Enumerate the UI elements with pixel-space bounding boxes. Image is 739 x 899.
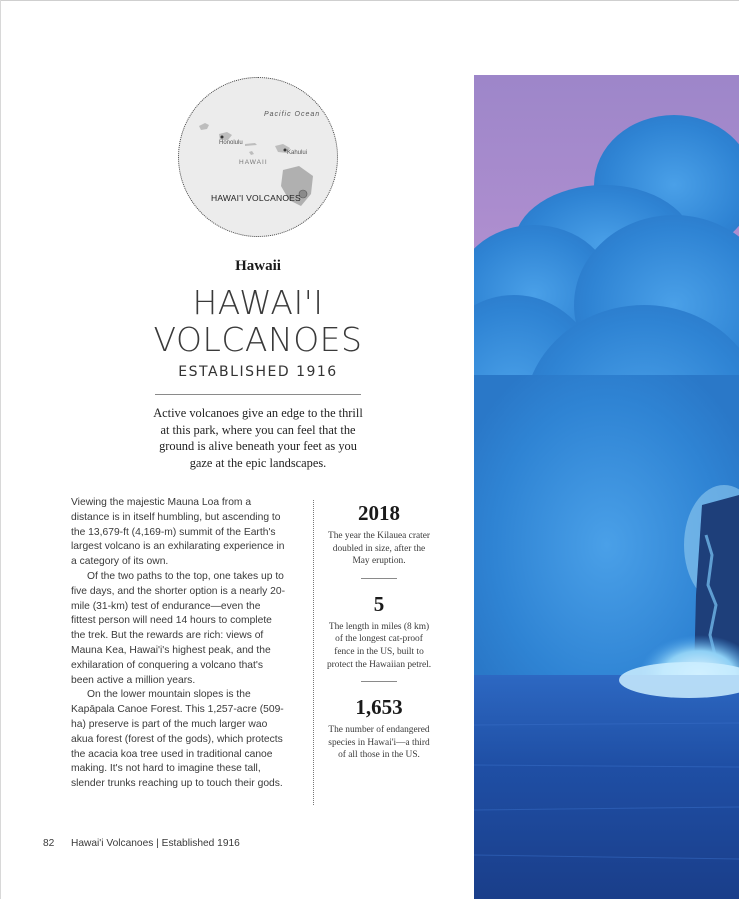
body-paragraph: Of the two paths to the top, one takes up to five days, and the shorter option is a nearly 20-mile (31-km) test of endurance—even the fittest person will need 14 hours to complete the trek. But the rewards are rich: views of Mauna Kea, Hawai'i's highest peak, and the exhilaration of conquering a volcano that's been active a million years.	[71, 570, 286, 686]
state-heading: Hawaii	[235, 258, 281, 274]
stats-sidebar	[325, 500, 433, 762]
honolulu-marker	[221, 136, 224, 139]
column-divider	[313, 500, 314, 805]
hawaii-islands-map	[179, 78, 338, 237]
kahului-label: Kahului	[287, 150, 308, 156]
page-title	[140, 284, 376, 358]
molokai-island	[245, 143, 257, 146]
state-map-label: HAWAII	[239, 159, 268, 166]
body-paragraph: Viewing the majestic Mauna Loa from a distance is in itself humbling, but ascending to the 13,679-ft (4,169-m) summit of the Earth's largest volcano is an exhilarating experience in a category of its own.	[71, 497, 285, 568]
stat-divider	[361, 578, 397, 579]
page-footer	[43, 838, 240, 849]
title-line-2: VOLCANOES	[153, 320, 363, 359]
kauai-island	[199, 123, 209, 130]
honolulu-label: Honolulu	[219, 140, 243, 146]
stat-caption: The length in miles (8 km) of the longest cat-proof fence in the US, built to protect the Hawaiian petrel.	[326, 621, 432, 670]
body-text	[71, 496, 287, 792]
park-map-label: HAWAI'I VOLCANOES	[211, 193, 301, 203]
volcano-photo	[474, 75, 739, 899]
stat-number: 5	[373, 591, 385, 616]
ocean-label: Pacific Ocean	[264, 111, 321, 118]
running-title: Hawai'i Volcanoes | Established 1916	[71, 838, 240, 849]
stat-divider	[361, 681, 397, 682]
stat-number: 1,653	[355, 695, 403, 720]
page-top-edge	[0, 0, 739, 1]
locator-map	[178, 77, 338, 237]
stat-caption: The year the Kilauea crater doubled in size, after the May eruption.	[327, 531, 431, 567]
intro-paragraph: Active volcanoes give an edge to the thrill at this park, where you can feel that the ground is alive beneath your feet as you gaze at the epic landscapes.	[153, 406, 363, 471]
stat-caption: The number of endangered species in Hawai'i—a third of all those in the US.	[328, 725, 430, 761]
page-left-edge	[0, 0, 1, 899]
page-number: 82	[43, 838, 55, 849]
title-line-1: HAWAI'I	[192, 283, 324, 322]
body-paragraph: On the lower mountain slopes is the Kapāpala Canoe Forest. This 1,257-acre (509-ha) preserve is part of the much larger wao akua forest (forest of the gods), which protects the acacia koa tree used in traditional canoe making. It's not hard to imagine these tall, slender trunks reaching up to touch their gods.	[71, 689, 284, 790]
lanai-island	[249, 151, 254, 155]
lava-ocean-image	[474, 75, 739, 899]
stat-number: 2018	[358, 501, 400, 525]
established-subtitle: ESTABLISHED 1916	[178, 364, 338, 380]
header-rule	[155, 394, 361, 395]
